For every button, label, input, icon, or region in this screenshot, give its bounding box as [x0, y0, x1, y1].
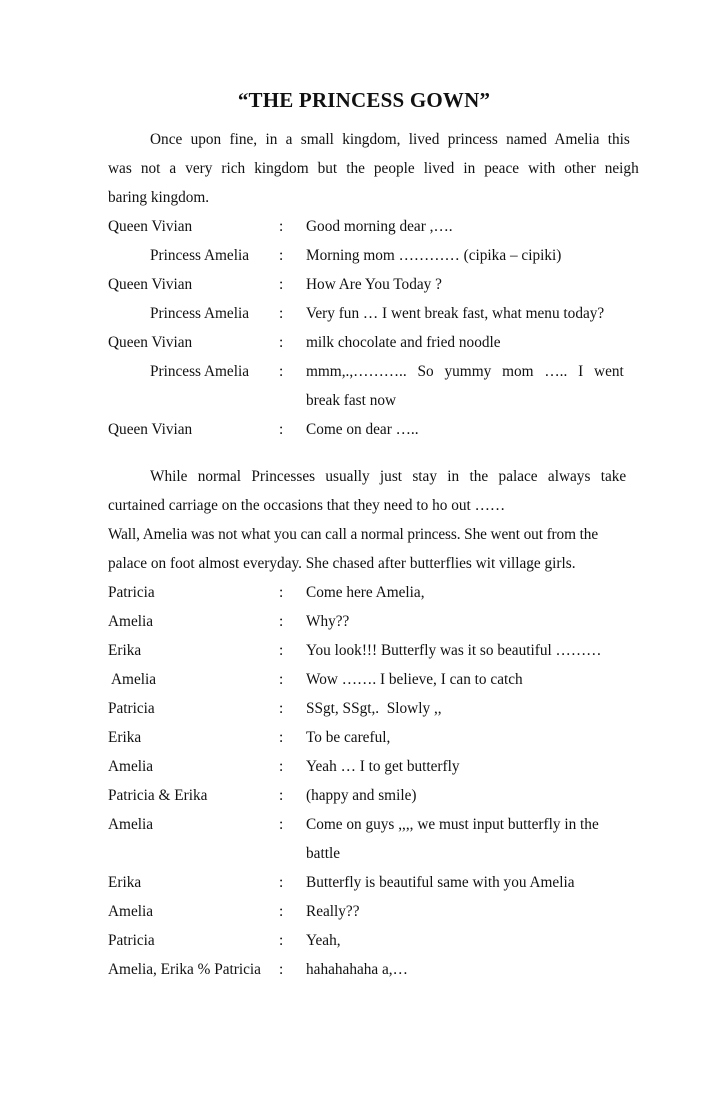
speech: Why??	[306, 613, 350, 630]
speaker: Princess Amelia	[150, 305, 249, 322]
speech: (happy and smile)	[306, 787, 417, 804]
speaker: Princess Amelia	[150, 247, 249, 264]
speech: Very fun … I went break fast, what menu today?	[306, 305, 605, 322]
speaker: Queen Vivian	[108, 276, 193, 293]
speech: Yeah … I to get butterfly	[306, 758, 460, 775]
dialogue-line	[108, 270, 621, 299]
speech-continued: break fast now	[306, 392, 397, 409]
dialogue-line	[108, 781, 621, 810]
dialogue-line-continued	[108, 839, 621, 868]
colon: :	[279, 305, 284, 322]
dialogue-line	[108, 955, 621, 984]
intro-line-2: was not a very rich kingdom but the people lived in peace with other neigh	[108, 160, 639, 177]
speech: Come on dear …..	[306, 421, 419, 438]
colon: :	[279, 932, 284, 949]
intro-line-1	[108, 125, 630, 154]
speech: milk chocolate and fried noodle	[306, 334, 501, 351]
speech: SSgt, SSgt,. Slowly ,,	[306, 700, 442, 717]
speech: Come here Amelia,	[306, 584, 425, 601]
colon: :	[279, 671, 284, 688]
speech: To be careful,	[306, 729, 391, 746]
colon: :	[279, 758, 284, 775]
dialogue-line	[108, 357, 624, 386]
narration-line-3: Wall, Amelia was not what you can call a normal princess. She went out from the	[108, 526, 599, 543]
colon: :	[279, 700, 284, 717]
speech: Yeah,	[306, 932, 341, 949]
speech: You look!!! Butterfly was it so beautiful ………	[306, 642, 602, 659]
speech: Really??	[306, 903, 360, 920]
speech: Butterfly is beautiful same with you Amelia	[306, 874, 575, 891]
colon: :	[279, 961, 284, 978]
speaker: Queen Vivian	[108, 421, 193, 438]
dialogue-line	[108, 212, 621, 241]
dialogue-line	[108, 926, 621, 955]
speech: Wow ……. I believe, I can to catch	[306, 671, 523, 688]
speech: Good morning dear ,….	[306, 218, 453, 235]
colon: :	[279, 247, 284, 264]
intro-line-1-text: Once upon fine, in a small kingdom, lived princess named Amelia this	[150, 131, 630, 148]
dialogue-line	[108, 241, 621, 270]
colon: :	[279, 642, 284, 659]
colon: :	[279, 787, 284, 804]
colon: :	[279, 816, 284, 833]
colon: :	[279, 363, 284, 380]
colon: :	[279, 218, 284, 235]
narration-line-4: palace on foot almost everyday. She chased after butterflies wit village girls.	[108, 555, 576, 572]
colon: :	[279, 421, 284, 438]
colon: :	[279, 903, 284, 920]
speech: Come on guys ,,,, we must input butterfly in the	[306, 816, 599, 833]
colon: :	[279, 334, 284, 351]
speaker: Amelia	[108, 816, 154, 833]
colon: :	[279, 613, 284, 630]
dialogue-line	[108, 665, 621, 694]
dialogue-line	[108, 328, 621, 357]
dialogue-line	[108, 636, 621, 665]
intro-line-3: baring kingdom.	[108, 189, 210, 206]
speaker: Queen Vivian	[108, 334, 193, 351]
speech: Morning mom ………… (cipika – cipiki)	[306, 247, 562, 264]
speaker: Amelia	[108, 903, 154, 920]
colon: :	[279, 584, 284, 601]
dialogue-line	[108, 810, 621, 839]
speaker: Patricia	[108, 700, 155, 717]
speaker: Amelia	[111, 671, 157, 688]
speaker: Patricia	[108, 932, 155, 949]
speaker: Princess Amelia	[150, 363, 249, 380]
speaker: Erika	[108, 642, 142, 659]
dialogue-line	[108, 752, 621, 781]
speaker: Amelia	[108, 758, 154, 775]
narration-line-1: While normal Princesses usually just stay in the palace always take	[150, 468, 627, 485]
dialogue-line	[108, 868, 621, 897]
speaker: Erika	[108, 874, 142, 891]
dialogue-line-continued	[108, 386, 621, 415]
dialogue-line	[108, 415, 621, 444]
dialogue-line	[108, 578, 621, 607]
speaker: Patricia & Erika	[108, 787, 208, 804]
story-title: “THE PRINCESS GOWN”	[237, 88, 491, 112]
speaker: Patricia	[108, 584, 155, 601]
speaker: Queen Vivian	[108, 218, 193, 235]
speaker: Amelia	[108, 613, 154, 630]
speaker: Amelia, Erika % Patricia	[108, 961, 261, 978]
speech: mmm,.,……….. So yummy mom ….. I went	[306, 363, 624, 380]
dialogue-line	[108, 694, 621, 723]
dialogue-line	[108, 607, 621, 636]
speech: hahahahaha a,…	[306, 961, 408, 978]
colon: :	[279, 276, 284, 293]
colon: :	[279, 729, 284, 746]
speaker: Erika	[108, 729, 142, 746]
dialogue-line	[108, 299, 621, 328]
speech-continued: battle	[306, 845, 340, 862]
dialogue-line	[108, 723, 621, 752]
speech: How Are You Today ?	[306, 276, 442, 293]
narration-line-2: curtained carriage on the occasions that they need to ho out ……	[108, 497, 506, 514]
colon: :	[279, 874, 284, 891]
dialogue-line	[108, 897, 621, 926]
